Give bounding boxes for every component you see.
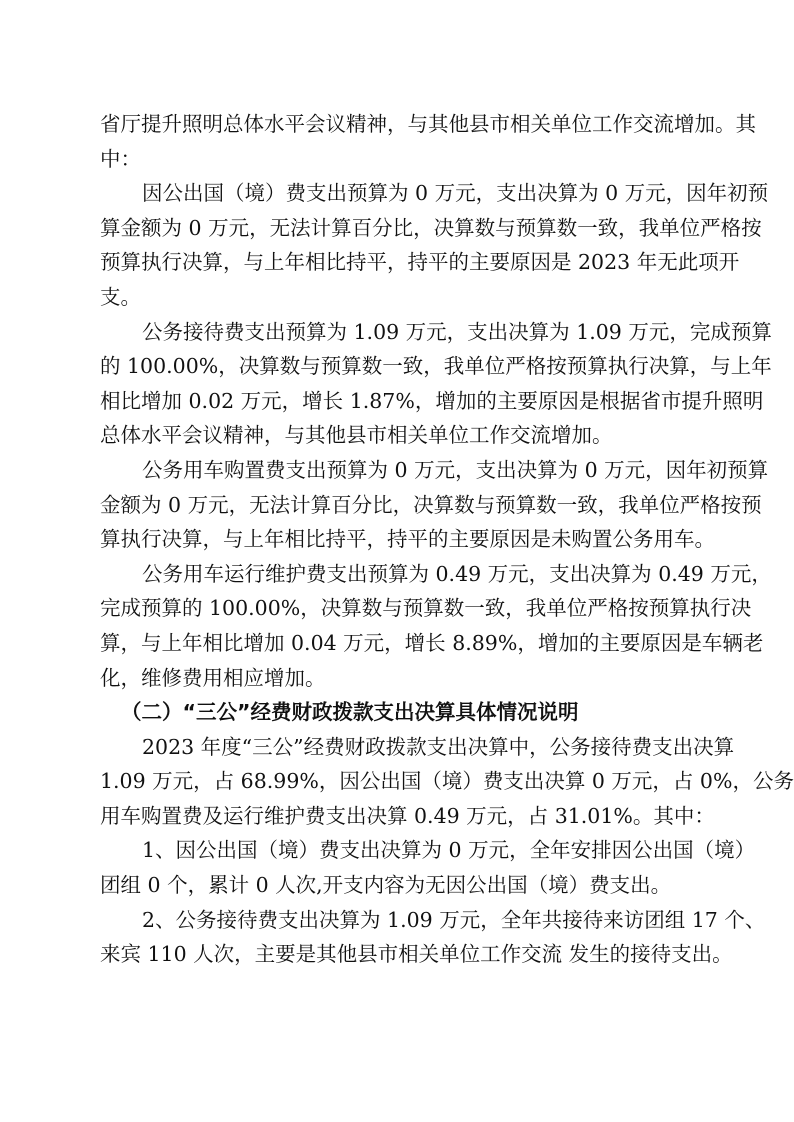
text-line: 预算执行决算，与上年相比持平，持平的主要原因是 2023 年无此项开 [100,250,740,275]
paragraph [100,315,772,453]
paragraph [100,453,769,557]
text-line: 算执行决算，与上年相比持平，持平的主要原因是未购置公务用车。 [100,527,715,552]
text-line: 公务用车运行维护费支出预算为 0.49 万元，支出决算为 0.49 万元， [142,561,772,586]
section-heading: （二）“三公”经费财政拨款支出决算具体情况说明 [121,700,579,725]
document-page [100,107,794,972]
paragraph [100,833,756,902]
text-line: 中： [100,146,141,171]
text-line: 2023 年度“三公”经费财政拨款支出决算中，公务接待费支出决算 [142,734,735,759]
text-line: 2、公务接待费支出决算为 1.09 万元，全年共接待来访团组 17 个、 [142,907,766,932]
text-line: 算金额为 0 万元，无法计算百分比，决算数与预算数一致，我单位严格按 [100,215,762,240]
text-line: 总体水平会议精神，与其他县市相关单位工作交流增加。 [100,423,613,448]
text-line: 化，维修费用相应增加。 [100,665,326,690]
text-line: 完成预算的 100.00%，决算数与预算数一致，我单位严格按预算执行决 [100,596,752,621]
text-line: 1.09 万元，占 68.99%，因公出国（境）费支出决算 0 万元，占 0%，公务 [100,769,794,794]
text-line: 公务用车购置费支出预算为 0 万元，支出决算为 0 万元，因年初预算 [142,457,769,482]
section-body-2 [100,730,794,972]
text-line: 金额为 0 万元，无法计算百分比，决算数与预算数一致，我单位严格按预 [100,492,762,517]
text-line: 团组 0 个，累计 0 人次,开支内容为无因公出国（境）费支出。 [100,873,672,898]
text-line: 来宾 110 人次，主要是其他县市相关单位工作交流 发生的接待支出。 [100,942,733,967]
paragraph [100,557,772,695]
text-line: 的 100.00%，决算数与预算数一致，我单位严格按预算执行决算，与上年 [100,354,772,379]
text-line: 因公出国（境）费支出预算为 0 万元，支出决算为 0 万元，因年初预 [142,181,769,206]
paragraph [100,903,766,972]
text-line: 1、因公出国（境）费支出决算为 0 万元，全年安排因公出国（境） [142,838,756,863]
paragraph [100,107,756,176]
text-line: 算，与上年相比增加 0.04 万元，增长 8.89%，增加的主要原因是车辆老 [100,630,764,655]
text-line: 支。 [100,284,141,309]
text-line: 相比增加 0.02 万元，增长 1.87%，增加的主要原因是根据省市提升照明 [100,388,764,413]
text-line: 用车购置费及运行维护费支出决算 0.49 万元，占 31.01%。其中： [100,803,715,828]
text-line: 公务接待费支出预算为 1.09 万元，支出决算为 1.09 万元，完成预算 [142,319,772,344]
paragraph [100,730,794,834]
paragraph [100,176,769,314]
section-body-1 [100,107,772,695]
text-line: 省厅提升照明总体水平会议精神，与其他县市相关单位工作交流增加。其 [100,112,756,136]
